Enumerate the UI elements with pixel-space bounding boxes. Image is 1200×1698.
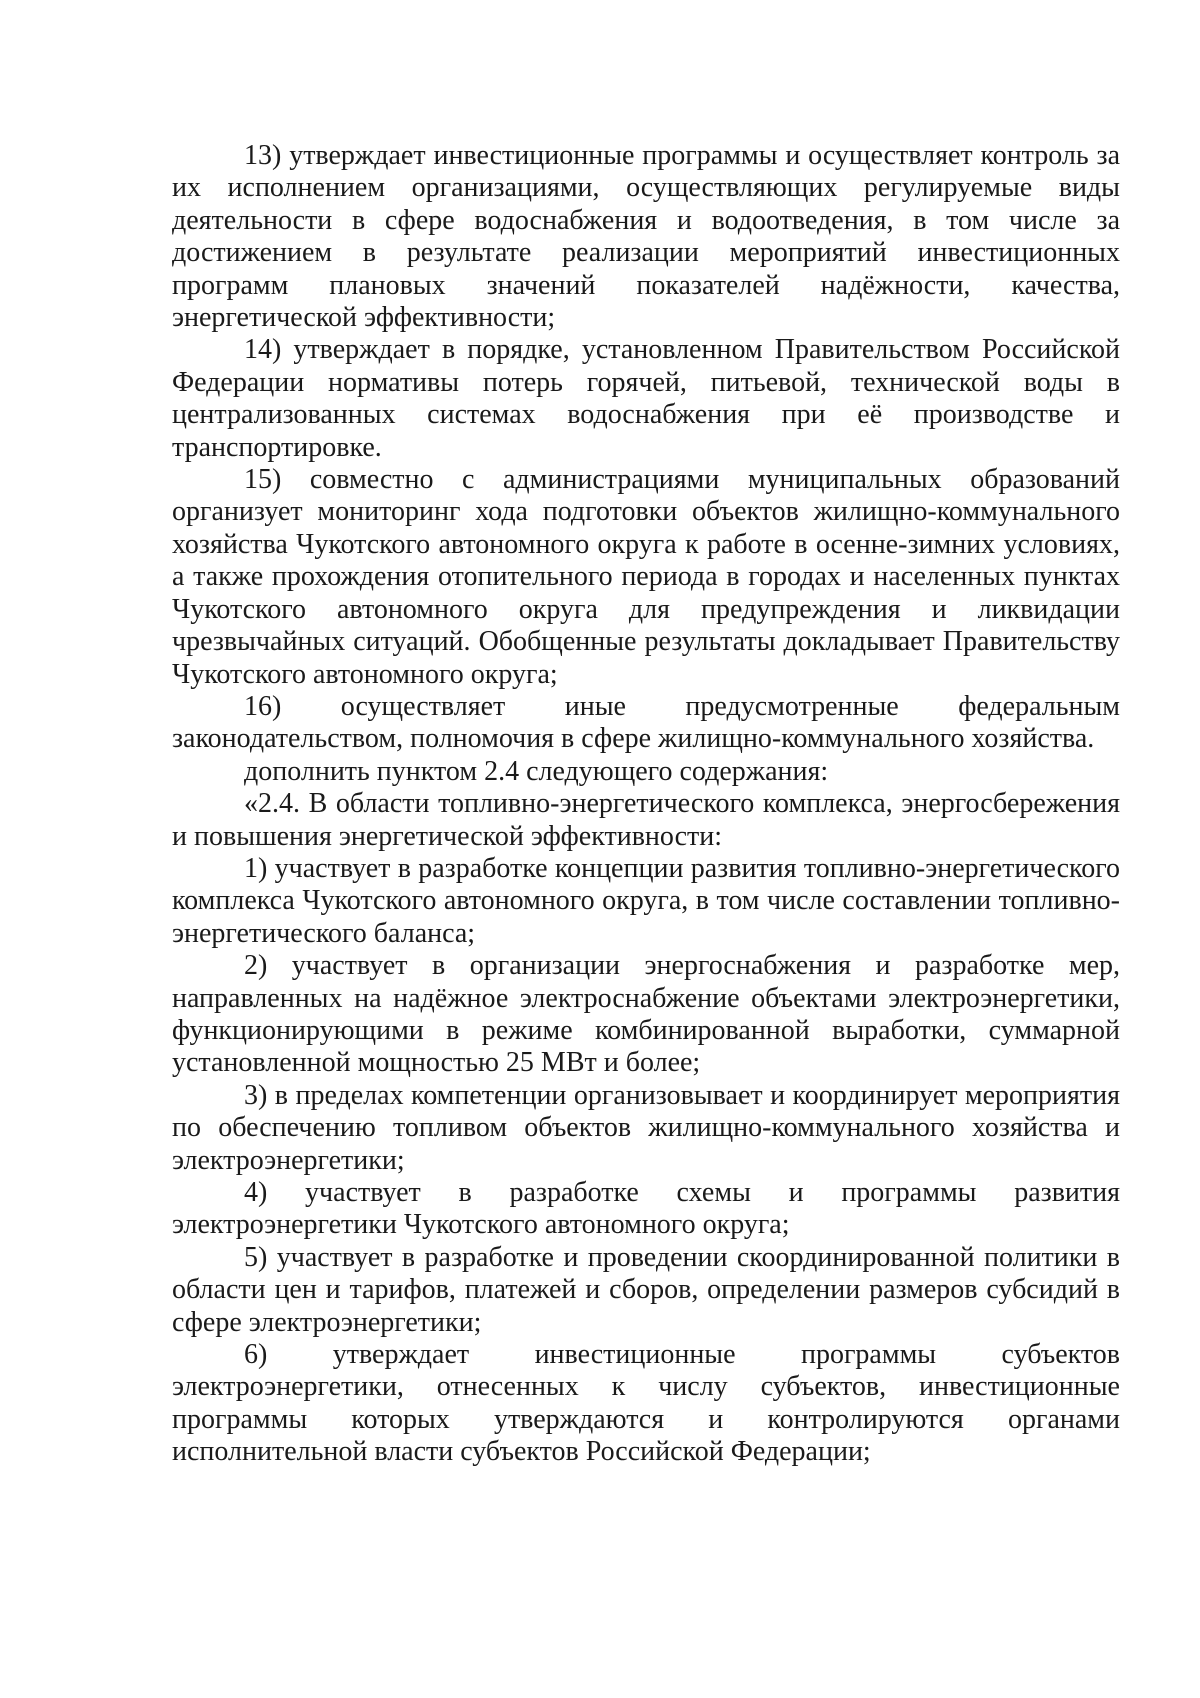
paragraph-item-14: 14) утверждает в порядке, установленном Правительством Российской Федерации нормативы потерь горячей, питьевой, технической воды в централизованных системах водоснабжения при её производстве и транспортировке. <box>172 334 1120 463</box>
section-2-4-heading: «2.4. В области топливно-энергетического комплекса, энергосбережения и повышения энергетической эффективности: <box>172 788 1120 852</box>
amendment-intro: дополнить пунктом 2.4 следующего содержания: <box>244 755 829 787</box>
section-2-4-item-4: 4) участвует в разработке схемы и программы развития электроэнергетики Чукотского автономного округа; <box>172 1177 1120 1241</box>
section-2-4-item-6: 6) утверждает инвестиционные программы субъектов электроэнергетики, отнесенных к числу субъектов, инвестиционные программы которых утверждаются и контролируются органами исполнительной власти субъектов Российской Федерации; <box>172 1339 1120 1468</box>
section-2-4-item-5: 5) участвует в разработке и проведении скоординированной политики в области цен и тарифов, платежей и сборов, определении размеров субсидий в сфере электроэнергетики; <box>172 1241 1120 1338</box>
section-2-4-item-1: 1) участвует в разработке концепции развития топливно-энергетического комплекса Чукотского автономного округа, в том числе составлении топливно-энергетического баланса; <box>172 852 1120 949</box>
section-2-4-item-2: 2) участвует в организации энергоснабжения и разработке мер, направленных на надёжное электроснабжение объектами электроэнергетики, функционирующими в режиме комбинированной выработки, суммарной установленной мощностью 25 МВт и более; <box>172 950 1120 1079</box>
section-2-4-item-3: 3) в пределах компетенции организовывает и координирует мероприятия по обеспечению топливом объектов жилищно-коммунального хозяйства и электроэнергетики; <box>172 1079 1120 1176</box>
document-page <box>172 140 1120 1469</box>
paragraph-item-16: 16) осуществляет иные предусмотренные федеральным законодательством, полномочия в сфере жилищно-коммунального хозяйства. <box>172 690 1120 755</box>
paragraph-item-15: 15) совместно с администрациями муниципальных образований организует мониторинг хода подготовки объектов жилищно-коммунального хозяйства Чукотского автономного округа к работе в осенне-зимних условиях, а также прохождения отопительного периода в городах и населенных пунктах Чукотского автономного округа для предупреждения и ликвидации чрезвычайных ситуаций. Обобщенные результаты докладывает Правительству Чукотского автономного округа; <box>172 464 1120 690</box>
paragraph-item-13: 13) утверждает инвестиционные программы и осуществляет контроль за их исполнением организациями, осуществляющих регулируемые виды деятельности в сфере водоснабжения и водоотведения, в том числе за достижением в результате реализации мероприятий инвестиционных программ плановых значений показателей надёжности, качества, энергетической эффективности; <box>172 140 1120 334</box>
